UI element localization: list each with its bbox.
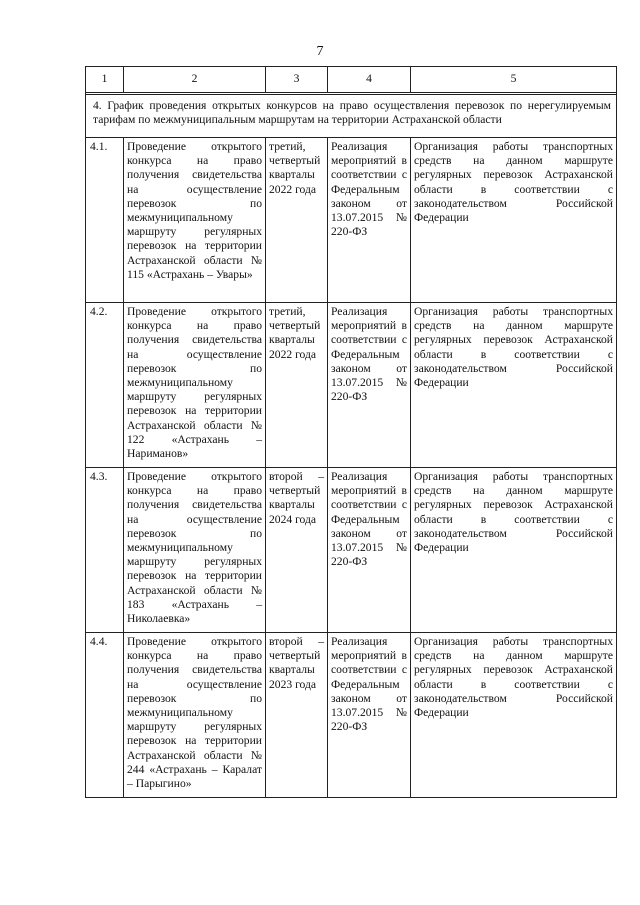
result-cell: Организация работы транспортных средств на данном маршруте регулярных перевозок Астраханской области в соответствии с законодательством Российской Федерации	[411, 303, 617, 468]
page-number: 7	[316, 44, 324, 59]
schedule-table	[85, 66, 617, 798]
term-cell: второй – четвертый кварталы 2024 года	[266, 468, 328, 633]
header-row	[86, 67, 617, 93]
table-row	[86, 303, 617, 468]
header-cell-2: 2	[124, 67, 266, 93]
section-row	[86, 95, 617, 138]
basis-cell: Реализация мероприятий в соответствии с Федеральным законом от 13.07.2015 № 220-ФЗ	[328, 138, 411, 303]
event-cell: Проведение открытого конкурса на право получения свидетельства на осуществление перевозок по межмуниципальному маршруту регулярных перевозок на территории Астраханской области № 115 «Астрахань – Увары»	[124, 138, 266, 303]
row-number: 4.2.	[86, 303, 124, 468]
header-cell-5: 5	[411, 67, 617, 93]
basis-cell: Реализация мероприятий в соответствии с Федеральным законом от 13.07.2015 № 220-ФЗ	[328, 633, 411, 798]
term-cell: третий, четвертый кварталы 2022 года	[266, 303, 328, 468]
table-row	[86, 633, 617, 798]
result-cell: Организация работы транспортных средств на данном маршруте регулярных перевозок Астраханской области в соответствии с законодательством Российской Федерации	[411, 138, 617, 303]
table-row	[86, 138, 617, 303]
basis-cell: Реализация мероприятий в соответствии с Федеральным законом от 13.07.2015 № 220-ФЗ	[328, 468, 411, 633]
result-cell: Организация работы транспортных средств на данном маршруте регулярных перевозок Астраханской области в соответствии с законодательством Российской Федерации	[411, 468, 617, 633]
section-title: 4. График проведения открытых конкурсов на право осуществления перевозок по нерегулируемым тарифам по межмуниципальным маршрутам на территории Астраханской области	[86, 95, 617, 138]
term-cell: третий, четвертый кварталы 2022 года	[266, 138, 328, 303]
table-row	[86, 468, 617, 633]
header-cell-4: 4	[328, 67, 411, 93]
header-cell-3: 3	[266, 67, 328, 93]
basis-cell: Реализация мероприятий в соответствии с Федеральным законом от 13.07.2015 № 220-ФЗ	[328, 303, 411, 468]
row-number: 4.1.	[86, 138, 124, 303]
event-cell: Проведение открытого конкурса на право получения свидетельства на осуществление перевозок по межмуниципальному маршруту регулярных перевозок на территории Астраханской области № 244 «Астрахань – Каралат – Парыгино»	[124, 633, 266, 798]
header-cell-1: 1	[86, 67, 124, 93]
row-number: 4.4.	[86, 633, 124, 798]
result-cell: Организация работы транспортных средств на данном маршруте регулярных перевозок Астраханской области в соответствии с законодательством Российской Федерации	[411, 633, 617, 798]
event-cell: Проведение открытого конкурса на право получения свидетельства на осуществление перевозок по межмуниципальному маршруту регулярных перевозок на территории Астраханской области № 122 «Астрахань – Нариманов»	[124, 303, 266, 468]
row-number: 4.3.	[86, 468, 124, 633]
event-cell: Проведение открытого конкурса на право получения свидетельства на осуществление перевозок по межмуниципальному маршруту регулярных перевозок на территории Астраханской области № 183 «Астрахань – Николаевка»	[124, 468, 266, 633]
term-cell: второй – четвертый кварталы 2023 года	[266, 633, 328, 798]
